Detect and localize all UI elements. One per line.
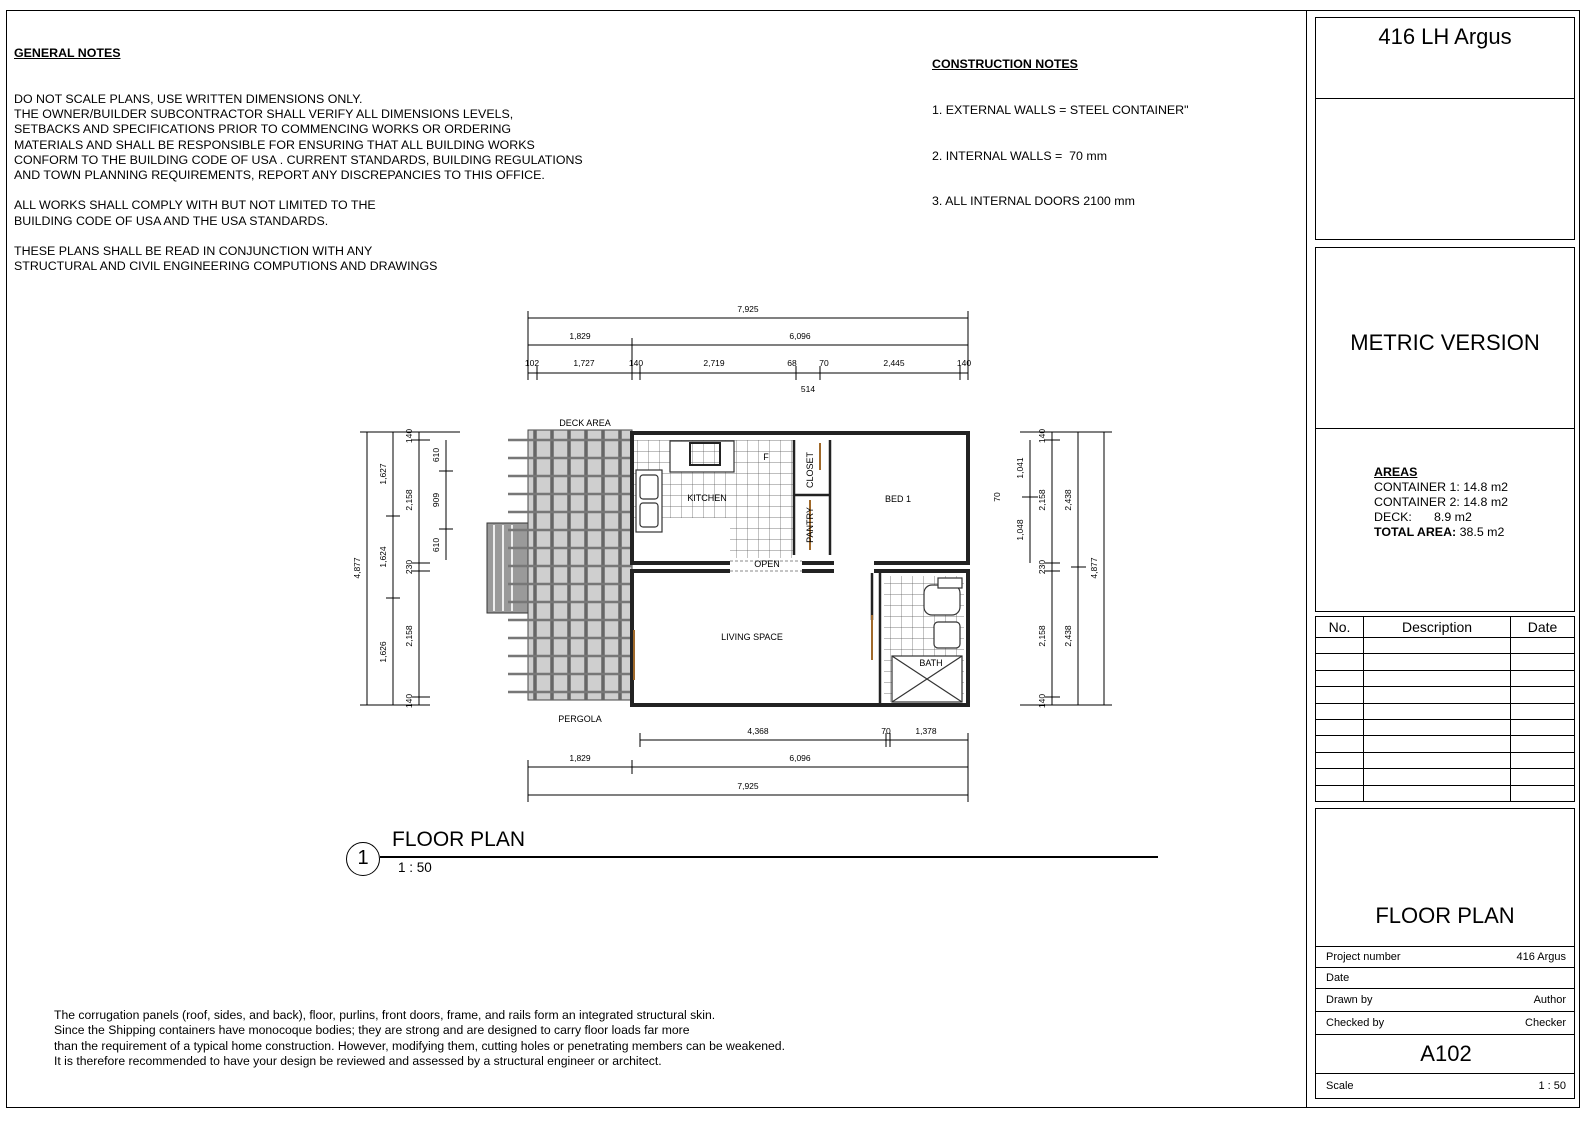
dim-right-b2: 230 (1037, 559, 1047, 575)
sheet-number-row (1315, 1034, 1575, 1074)
revision-cell (1364, 719, 1511, 735)
dim-left-t2: 140 (404, 693, 414, 709)
revision-col-date: Date (1511, 617, 1575, 638)
closet-label: CLOSET (805, 451, 815, 489)
dim-bottom-overall: 7,925 (737, 781, 759, 791)
general-note-line: STRUCTURAL AND CIVIL ENGINEERING COMPUTIONS AND DRAWINGS (14, 259, 438, 274)
drawn-by-row (1315, 988, 1575, 1012)
structural-note-line: The corrugation panels (roof, sides, and back), floor, purlins, front doors, frame, and rails form an integrated structural skin. (54, 1008, 716, 1022)
revision-cell (1316, 654, 1364, 670)
sheet-title-box (1315, 808, 1575, 947)
scale-row (1315, 1073, 1575, 1099)
dim-bottom-c: 1,378 (915, 726, 937, 736)
checked-by-value: Checker (1525, 1017, 1566, 1029)
scale-value: 1 : 50 (1538, 1080, 1566, 1092)
area-container-2: CONTAINER 2: 14.8 m2 (1374, 495, 1509, 509)
dim-left-m1: 2,158 (404, 489, 414, 511)
revision-cell (1316, 736, 1364, 752)
version-box (1315, 247, 1575, 429)
dim-right-c2: 1,048 (1015, 519, 1025, 541)
construction-note-1: 1. EXTERNAL WALLS = STEEL CONTAINER" (932, 103, 1189, 118)
revision-cell (1511, 736, 1575, 752)
revision-cell (1511, 638, 1575, 654)
dim-left-m3: 2,158 (404, 625, 414, 647)
revision-row (1316, 719, 1575, 735)
revision-cell (1316, 670, 1364, 686)
revision-table (1315, 616, 1575, 802)
revision-cell (1316, 769, 1364, 785)
general-note-line: THE OWNER/BUILDER SUBCONTRACTOR SHALL VERIFY ALL DIMENSIONS LEVELS, (14, 107, 514, 122)
dim-left-t1: 140 (404, 428, 414, 444)
revision-cell (1511, 752, 1575, 768)
area-deck (1374, 510, 1508, 525)
view-title-underline (380, 856, 1158, 858)
deck-area-label: DECK AREA (559, 418, 611, 428)
dim-right-b3: 2,158 (1037, 625, 1047, 647)
revision-cell (1364, 736, 1511, 752)
dim-bottom-b: 70 (881, 726, 891, 736)
general-note-line: THESE PLANS SHALL BE READ IN CONJUNCTION WITH ANY (14, 244, 373, 259)
dim-left-o3: 1,626 (378, 641, 388, 663)
dim-top-seg: 102 (524, 358, 540, 368)
dim-right-a1: 2,438 (1063, 489, 1073, 511)
structural-note-line: than the requirement of a typical home construction. However, modifying them, cutting holes or penetrating members can be weakened. (54, 1038, 785, 1053)
project-number-label: Project number (1326, 951, 1401, 963)
general-note-line: SETBACKS AND SPECIFICATIONS PRIOR TO COMMENCING WORKS OR ORDERING (14, 122, 512, 137)
dim-top-deck: 1,829 (569, 331, 591, 341)
project-number-row (1315, 946, 1575, 968)
logo-box (1315, 98, 1575, 240)
construction-note-3: 3. ALL INTERNAL DOORS 2100 mm (932, 194, 1135, 209)
revision-cell (1511, 719, 1575, 735)
revision-cell (1364, 638, 1511, 654)
project-number-value: 416 Argus (1516, 951, 1566, 963)
revision-row (1316, 703, 1575, 719)
revision-cell (1316, 638, 1364, 654)
revision-cell (1511, 654, 1575, 670)
revision-cell (1511, 785, 1575, 801)
dim-bottom-container: 6,096 (789, 753, 811, 763)
structural-note-line: It is therefore recommended to have your design be reviewed and assessed by a structural engineer or architect. (54, 1054, 662, 1069)
area-total (1374, 525, 1508, 540)
pantry-label: PANTRY (805, 507, 815, 543)
fridge-label: F (763, 452, 769, 462)
dim-top-container: 6,096 (789, 331, 811, 341)
revision-row (1316, 687, 1575, 703)
dim-top-seg: 140 (628, 358, 644, 368)
dim-left-o1: 1,627 (378, 463, 388, 485)
checked-by-row (1315, 1011, 1575, 1035)
drawn-by-label: Drawn by (1326, 994, 1373, 1006)
revision-row (1316, 638, 1575, 654)
checked-by-label: Checked by (1326, 1017, 1385, 1029)
pergola-deck (487, 430, 632, 700)
dim-left-i3: 610 (431, 537, 441, 553)
drawn-by-value: Author (1533, 994, 1566, 1006)
revision-row (1316, 654, 1575, 670)
view-number-bubble: 1 (346, 842, 380, 876)
revision-cell (1511, 703, 1575, 719)
revision-cell (1364, 687, 1511, 703)
dim-right-c1: 1,041 (1015, 457, 1025, 479)
revision-cell (1316, 687, 1364, 703)
general-note-line: BUILDING CODE OF USA AND THE USA STANDARDS. (14, 213, 329, 228)
dim-top-seg: 70 (819, 358, 829, 368)
revision-row (1316, 670, 1575, 686)
pergola-label: PERGOLA (558, 714, 602, 724)
dim-top-overall: 7,925 (737, 304, 759, 314)
dim-left-overall: 4,877 (352, 557, 362, 579)
dim-left-m2: 230 (404, 559, 414, 575)
sheet-title: FLOOR PLAN (1375, 903, 1515, 928)
dim-left-i2: 909 (431, 492, 441, 508)
area-deck-value: 8.9 m2 (1433, 510, 1472, 524)
project-name-box (1315, 17, 1575, 99)
revision-row (1316, 736, 1575, 752)
general-notes-heading: GENERAL NOTES (14, 46, 121, 61)
dim-right-a2: 2,438 (1063, 625, 1073, 647)
revision-row (1316, 769, 1575, 785)
dim-right-t2: 140 (1037, 693, 1047, 709)
date-row (1315, 967, 1575, 989)
dim-left-o2: 1,624 (378, 546, 388, 568)
revision-cell (1364, 670, 1511, 686)
general-note-line: CONFORM TO THE BUILDING CODE OF USA . CURRENT STANDARDS, BUILDING REGULATIONS (14, 152, 583, 167)
dim-top-seg: 68 (787, 358, 797, 368)
revision-col-no: No. (1316, 617, 1364, 638)
view-title: FLOOR PLAN (392, 828, 526, 851)
general-note-line: DO NOT SCALE PLANS, USE WRITTEN DIMENSIONS ONLY. (14, 92, 363, 107)
revision-cell (1364, 752, 1511, 768)
dim-top-seg: 2,719 (703, 358, 725, 368)
bath-basin (934, 622, 960, 648)
general-note-line: ALL WORKS SHALL COMPLY WITH BUT NOT LIMITED TO THE (14, 198, 376, 213)
scale-label: Scale (1326, 1080, 1354, 1092)
open-label: OPEN (754, 559, 780, 569)
view-scale: 1 : 50 (398, 860, 432, 875)
dim-right-overall: 4,877 (1089, 557, 1099, 579)
dim-top-seg: 140 (956, 358, 972, 368)
revision-cell (1316, 703, 1364, 719)
dim-top-seg: 1,727 (573, 358, 595, 368)
revision-cell (1364, 769, 1511, 785)
dim-bottom-deck: 1,829 (569, 753, 591, 763)
revision-cell (1316, 752, 1364, 768)
dim-right-b1: 2,158 (1037, 489, 1047, 511)
revision-cell (1364, 785, 1511, 801)
kitchen-label: KITCHEN (687, 493, 727, 503)
dim-right-d: 70 (992, 492, 1002, 502)
areas-heading: AREAS (1374, 465, 1418, 479)
open-gap-2 (834, 559, 874, 573)
toilet (924, 585, 960, 615)
dim-top-extra: 514 (800, 384, 816, 394)
project-name: 416 LH Argus (1378, 24, 1512, 49)
revision-cell (1511, 670, 1575, 686)
date-label: Date (1326, 972, 1350, 984)
bath-label: BATH (919, 658, 943, 668)
area-deck-label: DECK: (1374, 510, 1412, 524)
area-container-1: CONTAINER 1: 14.8 m2 (1374, 480, 1509, 494)
general-note-line: AND TOWN PLANNING REQUIREMENTS, REPORT ANY DISCREPANCIES TO THIS OFFICE. (14, 168, 545, 183)
area-total-value: 38.5 m2 (1459, 525, 1505, 539)
version-label: METRIC VERSION (1350, 330, 1540, 355)
structural-note (54, 1008, 785, 1070)
sheet-number: A102 (1420, 1041, 1472, 1066)
revision-cell (1316, 719, 1364, 735)
general-note-line: MATERIALS AND SHALL BE RESPONSIBLE FOR ENSURING THAT ALL BUILDING WORKS (14, 137, 535, 152)
revision-cell (1364, 703, 1511, 719)
revision-cell (1511, 687, 1575, 703)
construction-notes-heading: CONSTRUCTION NOTES (932, 57, 1078, 72)
living-space-label: LIVING SPACE (721, 632, 783, 642)
area-total-label: TOTAL AREA: (1374, 525, 1457, 539)
revision-cell (1316, 785, 1364, 801)
revision-cell (1511, 769, 1575, 785)
revision-row (1316, 785, 1575, 801)
structural-note-line: Since the Shipping containers have monocoque bodies; they are strong and are designed to carry floor loads far more (54, 1023, 690, 1038)
dim-top-seg: 2,445 (883, 358, 905, 368)
construction-note-2: 2. INTERNAL WALLS = 70 mm (932, 148, 1108, 163)
revision-col-description: Description (1364, 617, 1511, 638)
areas-summary (1374, 465, 1508, 540)
dim-bottom-a: 4,368 (747, 726, 769, 736)
revision-cell (1364, 654, 1511, 670)
dim-right-t1: 140 (1037, 428, 1047, 444)
revision-row (1316, 752, 1575, 768)
bed-1-label: BED 1 (884, 494, 912, 504)
dim-left-i1: 610 (431, 447, 441, 463)
kitchen-tile-floor-ext (730, 518, 794, 558)
